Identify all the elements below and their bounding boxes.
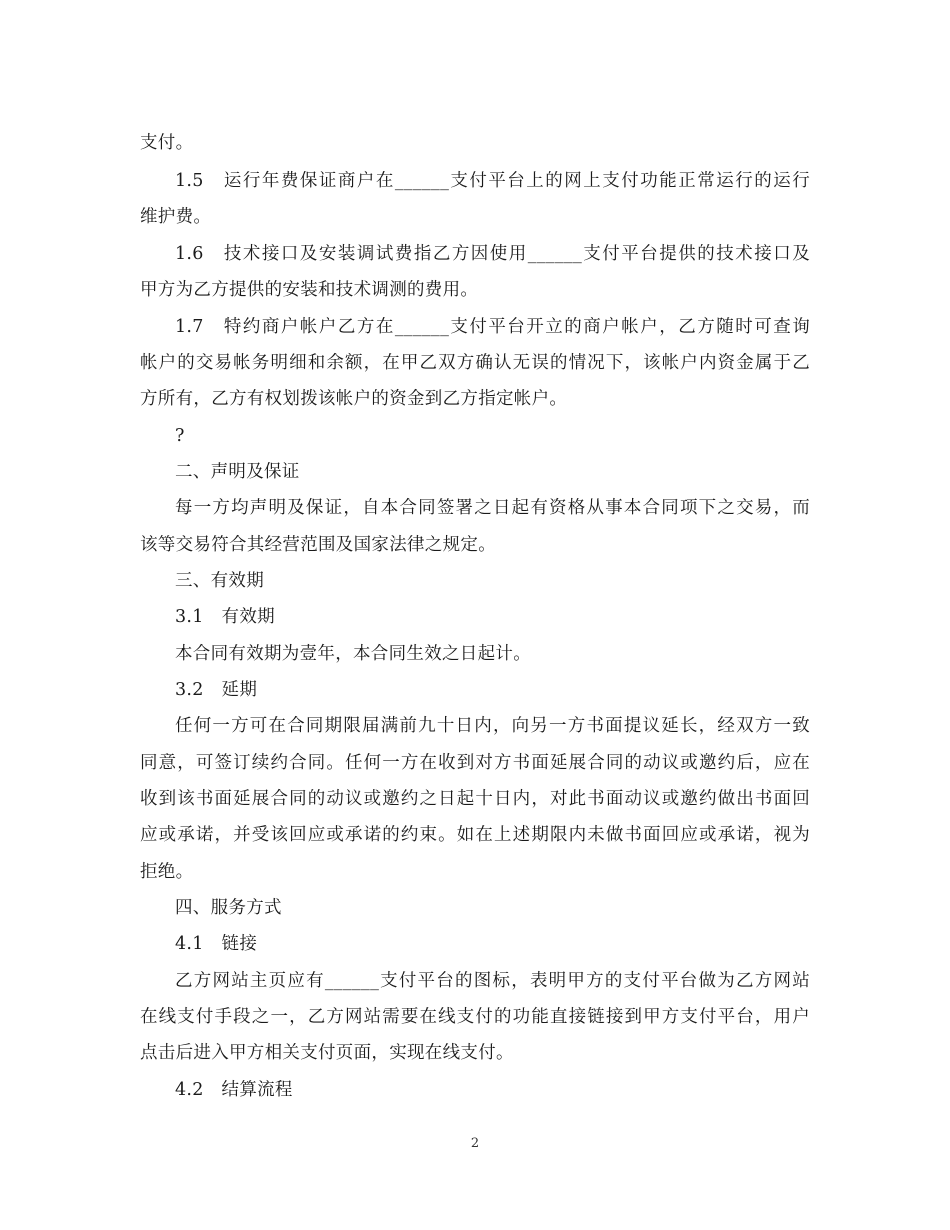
paragraph-line: 任何一方可在合同期限届满前九十日内，向另一方书面提议延长，经双方一致	[175, 716, 810, 736]
paragraph-line: 1.5 运行年费保证商户在______支付平台上的网上支付功能正常运行的运行	[175, 171, 810, 191]
paragraph-line: 应或承诺，并受该回应或承诺的约束。如在上述期限内未做书面回应或承诺，视为	[140, 825, 810, 845]
subsection-heading: 4.1 链接	[175, 934, 258, 954]
paragraph-line: 1.6 技术接口及安装调试费指乙方因使用______支付平台提供的技术接口及	[175, 244, 810, 264]
paragraph-line: 乙方网站主页应有______支付平台的图标，表明甲方的支付平台做为乙方网站	[175, 971, 810, 991]
paragraph-line: 在线支付手段之一，乙方网站需要在线支付的功能直接链接到甲方支付平台，用户	[140, 1007, 810, 1027]
paragraph-line: ?	[175, 426, 185, 446]
page-number: 2	[470, 1136, 480, 1151]
paragraph-line: 帐户的交易帐务明细和余额，在甲乙双方确认无误的情况下，该帐户内资金属于乙	[140, 353, 810, 373]
paragraph-line: 每一方均声明及保证，自本合同签署之日起有资格从事本合同项下之交易，而	[175, 498, 810, 518]
section-heading: 四、服务方式	[175, 898, 282, 918]
paragraph-line: 支付。	[140, 133, 194, 153]
paragraph-line: 1.7 特约商户帐户乙方在______支付平台开立的商户帐户，乙方随时可查询	[175, 317, 810, 337]
section-heading: 二、声明及保证	[175, 462, 300, 482]
paragraph-line: 收到该书面延展合同的动议或邀约之日起十日内，对此书面动议或邀约做出书面回	[140, 789, 810, 809]
paragraph-line: 本合同有效期为壹年，本合同生效之日起计。	[175, 644, 531, 664]
paragraph-line: 甲方为乙方提供的安装和技术调测的费用。	[140, 280, 479, 300]
paragraph-line: 方所有，乙方有权划拨该帐户的资金到乙方指定帐户。	[140, 389, 568, 409]
section-heading: 三、有效期	[175, 571, 264, 591]
subsection-heading: 3.2 延期	[175, 680, 258, 700]
paragraph-line: 该等交易符合其经营范围及国家法律之规定。	[140, 535, 496, 555]
paragraph-line: 维护费。	[140, 207, 212, 227]
paragraph-line: 点击后进入甲方相关支付页面，实现在线支付。	[140, 1043, 514, 1063]
subsection-heading: 4.2 结算流程	[175, 1080, 293, 1100]
subsection-heading: 3.1 有效期	[175, 607, 275, 627]
paragraph-line: 同意，可签订续约合同。任何一方在收到对方书面延展合同的动议或邀约后，应在	[140, 753, 810, 773]
paragraph-line: 拒绝。	[140, 862, 194, 882]
